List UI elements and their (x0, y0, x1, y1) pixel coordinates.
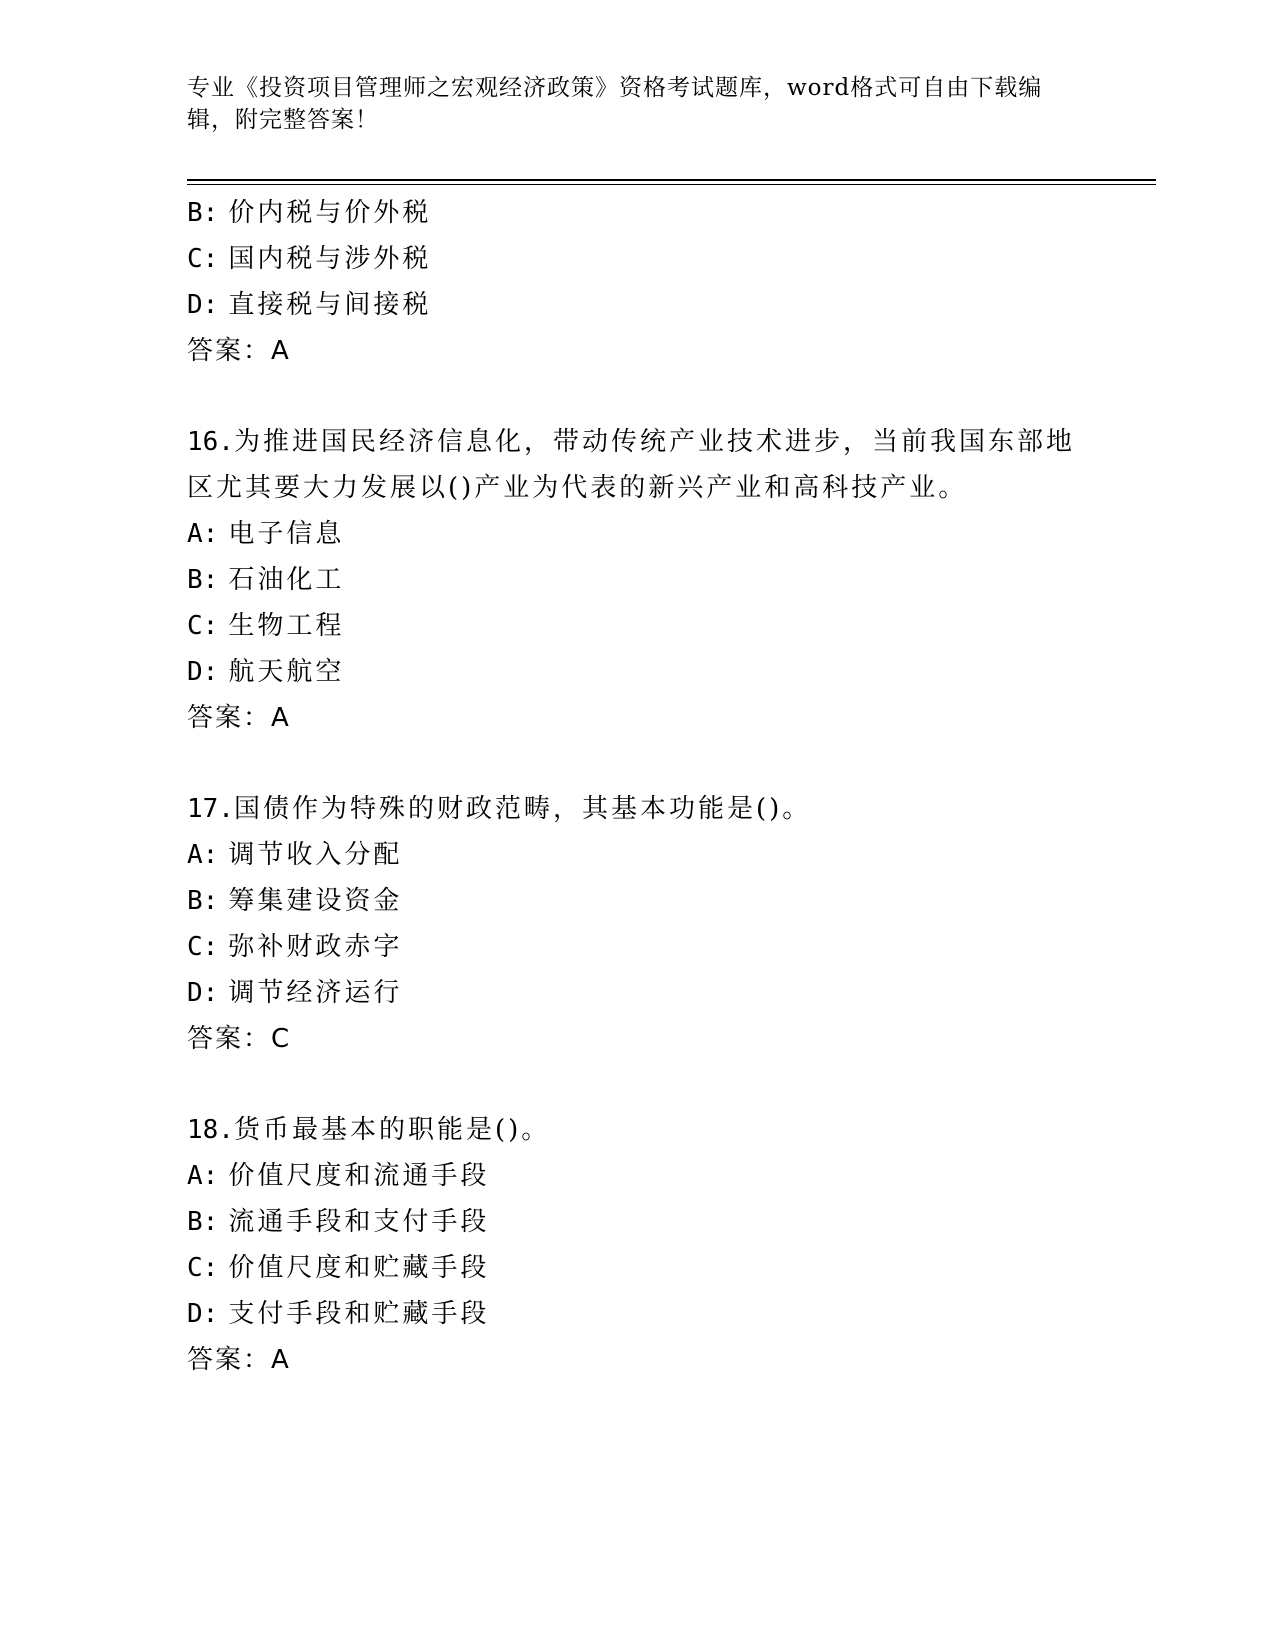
option-letter: C: (187, 1253, 219, 1283)
question-stem: 国债作为特殊的财政范畴，其基本功能是()。 (233, 794, 812, 824)
question-16 (187, 419, 1087, 741)
option-c (187, 236, 1087, 282)
option-text: 电子信息 (228, 519, 345, 549)
option-letter: C: (187, 611, 219, 641)
option-letter: B: (187, 198, 219, 228)
header-divider-thick (187, 179, 1156, 181)
option-letter: D: (187, 978, 219, 1008)
option-c (187, 924, 1087, 970)
option-d (187, 649, 1087, 695)
question-stem-line-1 (187, 786, 1087, 832)
option-d (187, 970, 1087, 1016)
header-line-1: 专业《投资项目管理师之宏观经济政策》资格考试题库，word格式可自由下载编 (187, 75, 1043, 101)
option-b (187, 1199, 1087, 1245)
option-letter: D: (187, 657, 219, 687)
question-17 (187, 786, 1087, 1062)
option-text: 航天航空 (228, 657, 345, 687)
option-letter: A: (187, 1161, 219, 1191)
option-text: 直接税与间接税 (228, 290, 432, 320)
option-letter: A: (187, 519, 219, 549)
question-number: 18. (187, 1115, 234, 1145)
option-b (187, 878, 1087, 924)
header-line-2: 辑，附完整答案！ (187, 107, 379, 133)
option-letter: B: (187, 1207, 219, 1237)
question-number: 17. (187, 794, 234, 824)
question-stem: 为推进国民经济信息化，带动传统产业技术进步，当前我国东部地 (233, 427, 1075, 457)
option-c (187, 603, 1087, 649)
option-text: 流通手段和支付手段 (228, 1207, 490, 1237)
question-stem: 货币最基本的职能是()。 (233, 1115, 551, 1145)
option-a (187, 511, 1087, 557)
header-divider-thin (187, 184, 1156, 185)
option-letter: D: (187, 290, 219, 320)
option-text: 生物工程 (228, 611, 345, 641)
option-c (187, 1245, 1087, 1291)
question-continued (187, 190, 1087, 374)
answer-line: 答案：A (187, 1345, 291, 1375)
option-text: 筹集建设资金 (228, 886, 403, 916)
option-text: 弥补财政赤字 (228, 932, 403, 962)
option-letter: C: (187, 244, 219, 274)
answer-line: 答案：A (187, 703, 291, 733)
option-a (187, 1153, 1087, 1199)
option-d (187, 1291, 1087, 1337)
option-text: 石油化工 (228, 565, 345, 595)
option-text: 调节收入分配 (228, 840, 403, 870)
question-18 (187, 1107, 1087, 1383)
option-b (187, 190, 1087, 236)
answer-line: 答案：C (187, 1024, 292, 1054)
option-a (187, 832, 1087, 878)
option-text: 价值尺度和流通手段 (228, 1161, 490, 1191)
question-stem-line-2: 区尤其要大力发展以()产业为代表的新兴产业和高科技产业。 (187, 473, 968, 503)
answer-line: 答案：A (187, 336, 291, 366)
question-list (187, 190, 1087, 1383)
question-number: 16. (187, 427, 234, 457)
option-text: 价值尺度和贮藏手段 (228, 1253, 490, 1283)
option-letter: B: (187, 886, 219, 916)
option-d (187, 282, 1087, 328)
option-text: 支付手段和贮藏手段 (228, 1299, 490, 1329)
question-stem-line-1 (187, 419, 1087, 465)
question-stem-line-1 (187, 1107, 1087, 1153)
option-text: 价内税与价外税 (228, 198, 432, 228)
option-text: 调节经济运行 (228, 978, 403, 1008)
option-text: 国内税与涉外税 (228, 244, 432, 274)
option-letter: D: (187, 1299, 219, 1329)
option-letter: B: (187, 565, 219, 595)
document-header (187, 72, 1067, 136)
option-letter: A: (187, 840, 219, 870)
option-letter: C: (187, 932, 219, 962)
option-b (187, 557, 1087, 603)
